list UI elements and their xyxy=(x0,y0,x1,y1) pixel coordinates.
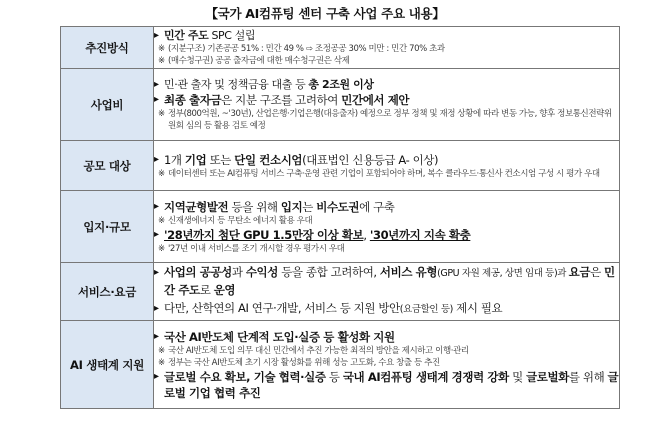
bullet-marker-icon: ▸ xyxy=(154,200,159,212)
bullet-marker-icon: ▸ xyxy=(154,153,159,165)
bullet-item: ▸ 1개 기업 또는 단일 컨소시엄(대표법인 신용등급 A- 이상) xyxy=(154,152,439,167)
note-item: ※ (지분구조) 기존공공 51% : 민간 49 % ⇨ 조정공공 30% 미만 : 민간 70% 초과 xyxy=(158,44,445,54)
table-row xyxy=(61,69,620,141)
document-title: 【국가 AI컴퓨팅 센터 구축 사업 주요 내용】 xyxy=(205,6,445,21)
note-item: ※ 국산 AI반도체 도입 의무 대신 민간에서 추진 가능한 최적의 방안을 제시하고 이행·관리 xyxy=(158,345,469,356)
table-row xyxy=(61,141,620,191)
bullet-item: ▸ 국산 AI반도체 단계적 도입·실증 등 활성화 지원 xyxy=(154,329,395,344)
category-cell: 서비스·요금 xyxy=(61,263,154,321)
project-summary-table xyxy=(60,26,620,409)
table-row xyxy=(61,263,620,321)
note-item: ※ 정부(800억원, ~'30년), 산업은행·기업은행(대응출자) 예정으로 정부 정책 및 재정 상황에 따라 변동 가능, 향후 정보통신전략위원회 심의 등 활용 검토 예정 xyxy=(158,109,612,131)
bullet-item: ▸ 최종 출자금은 지분 구조를 고려하여 민간에서 제안 xyxy=(154,93,410,107)
category-cell: AI 생태계 지원 xyxy=(61,321,154,409)
content-cell xyxy=(154,263,620,321)
content-cell xyxy=(154,69,620,141)
note-marker-icon: ※ xyxy=(158,44,165,54)
content-cell xyxy=(154,141,620,191)
bullet-marker-icon: ▸ xyxy=(154,370,159,382)
content-cell xyxy=(154,191,620,263)
bullet-item: ▸ 사업의 공공성과 수익성 등을 종합 고려하여, 서비스 유형(GPU 자원 제공, 상면 임대 등)과 요금은 민간 주도로 운영 xyxy=(154,265,615,297)
bullet-marker-icon: ▸ xyxy=(154,267,159,278)
bullet-item: ▸ 글로벌 수요 확보, 기술 협력·실증 등 국내 AI컴퓨팅 생태계 경쟁력 강화 및 글로벌화를 위해 글로벌 기업 협력 추진 xyxy=(154,369,619,400)
bullet-marker-icon: ▸ xyxy=(154,228,159,240)
category-cell: 입지·규모 xyxy=(61,191,154,263)
bullet-item: ▸ 다만, 산학연의 AI 연구·개발, 서비스 등 지원 방안(요금할인 등) 제시 필요 xyxy=(154,299,619,319)
table-row xyxy=(61,191,620,263)
category-cell: 사업비 xyxy=(61,69,154,141)
bullet-item: ▸ '28년까지 첨단 GPU 1.5만장 이상 확보, '30년까지 지속 확충 xyxy=(154,227,471,242)
bullet-marker-icon: ▸ xyxy=(154,79,159,90)
bullet-marker-icon: ▸ xyxy=(154,330,159,342)
note-marker-icon: ※ xyxy=(158,243,165,254)
content-cell xyxy=(154,321,620,409)
table-row xyxy=(61,321,620,409)
table-row xyxy=(61,27,620,69)
content-cell xyxy=(154,27,620,69)
note-item: ※ 정부는 국산 AI반도체 초기 시장 활성화를 위해 성능 고도화, 수요 창출 등 추진 xyxy=(158,357,440,368)
note-marker-icon: ※ xyxy=(158,215,165,226)
note-marker-icon: ※ xyxy=(158,357,165,368)
category-cell: 공모 대상 xyxy=(61,141,154,191)
bullet-item: ▸ 지역균형발전 등을 위해 입지는 비수도권에 구축 xyxy=(154,199,395,214)
bullet-item: ▸ 민간 주도 SPC 설립 xyxy=(154,29,256,42)
note-marker-icon: ※ xyxy=(158,56,165,66)
note-item: ※ (매수청구권) 공공 출자금에 대한 매수청구권은 삭제 xyxy=(158,56,350,66)
bullet-marker-icon: ▸ xyxy=(154,303,159,314)
note-marker-icon: ※ xyxy=(158,109,165,119)
note-item: ※ 신재생에너지 등 무탄소 에너지 활용 우대 xyxy=(158,215,313,226)
category-cell: 추진방식 xyxy=(61,27,154,69)
note-marker-icon: ※ xyxy=(158,345,165,356)
note-marker-icon: ※ xyxy=(158,168,165,179)
note-item: ※ '27년 이내 서비스를 조기 개시할 경우 평가시 우대 xyxy=(158,243,345,254)
bullet-marker-icon: ▸ xyxy=(154,94,159,105)
note-item: ※ 데이터센터 또는 AI컴퓨팅 서비스 구축·운영 관련 기업이 포함되어야 하며, 복수 클라우드·통신사 컨소시엄 구성 시 평가 우대 xyxy=(158,168,600,179)
bullet-marker-icon: ▸ xyxy=(154,30,159,41)
bullet-item: ▸ 민·관 출자 및 정책금융 대출 등 총 2조원 이상 xyxy=(154,78,374,91)
